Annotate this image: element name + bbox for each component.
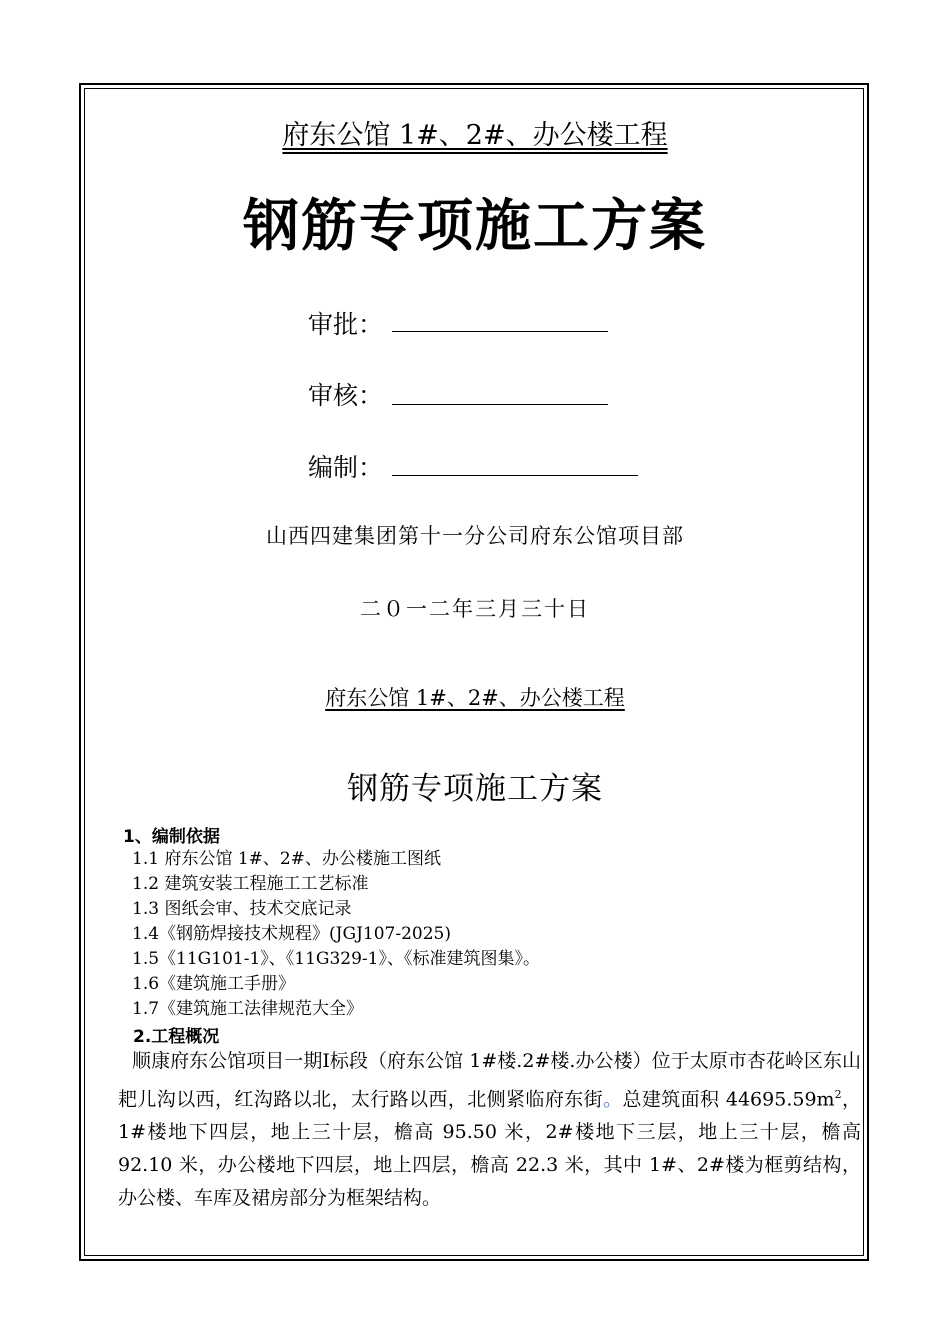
project-overview-paragraph: 顺康府东公馆项目一期Ⅰ标段（府东公馆 1#楼.2#楼.办公楼）位于太原市杏花岭区东山耙儿沟以西，红沟路以北，太行路以西，北侧紧临府东街。总建筑面积 $44695.59m^2$，1#楼地下四层，地上三十层，檐高 95.50 米，2#楼地下三层，地上三十层，檐高 92.10 米，办公楼地下四层，地上四层，檐高 22.3 米，其中 1#、2#楼为框剪结构，办公楼、车库及裙房部分为框架结构。 [118, 1050, 861, 1210]
reference-item: 1.2 建筑安装工程施工工艺标准 [132, 874, 369, 894]
approve-label: 审批： [308, 310, 384, 339]
reference-item: 1.3 图纸会审、技术交底记录 [132, 899, 352, 919]
section-1-heading: 1、编制依据 [123, 827, 220, 847]
review-signature-line [392, 404, 608, 405]
compile-label: 编制： [308, 453, 384, 482]
reference-item: 1.1 府东公馆 1#、2#、办公楼施工图纸 [132, 849, 441, 869]
cover-date: 二０一二年三月三十日 [360, 597, 590, 621]
company-name: 山西四建集团第十一分公司府东公馆项目部 [266, 524, 684, 548]
document-project-name: 府东公馆 1#、2#、办公楼工程 [325, 686, 625, 710]
compile-signature-line [392, 475, 638, 476]
cover-project-name: 府东公馆 1#、2#、办公楼工程 [282, 120, 668, 151]
reference-item: 1.5《11G101-1》、《11G329-1》、《标准建筑图集》。 [132, 949, 540, 969]
reference-item: 1.7《建筑施工法律规范大全》 [132, 999, 364, 1019]
review-label: 审核： [308, 381, 384, 410]
approve-signature-line [392, 331, 608, 332]
section-2-heading: 2.工程概况 [133, 1027, 220, 1047]
reference-item: 1.4《钢筋焊接技术规程》(JGJ107-2025) [132, 924, 451, 944]
cover-title: 钢筋专项施工方案 [243, 193, 707, 259]
reference-item: 1.6《建筑施工手册》 [132, 974, 296, 994]
document-title: 钢筋专项施工方案 [347, 771, 603, 807]
